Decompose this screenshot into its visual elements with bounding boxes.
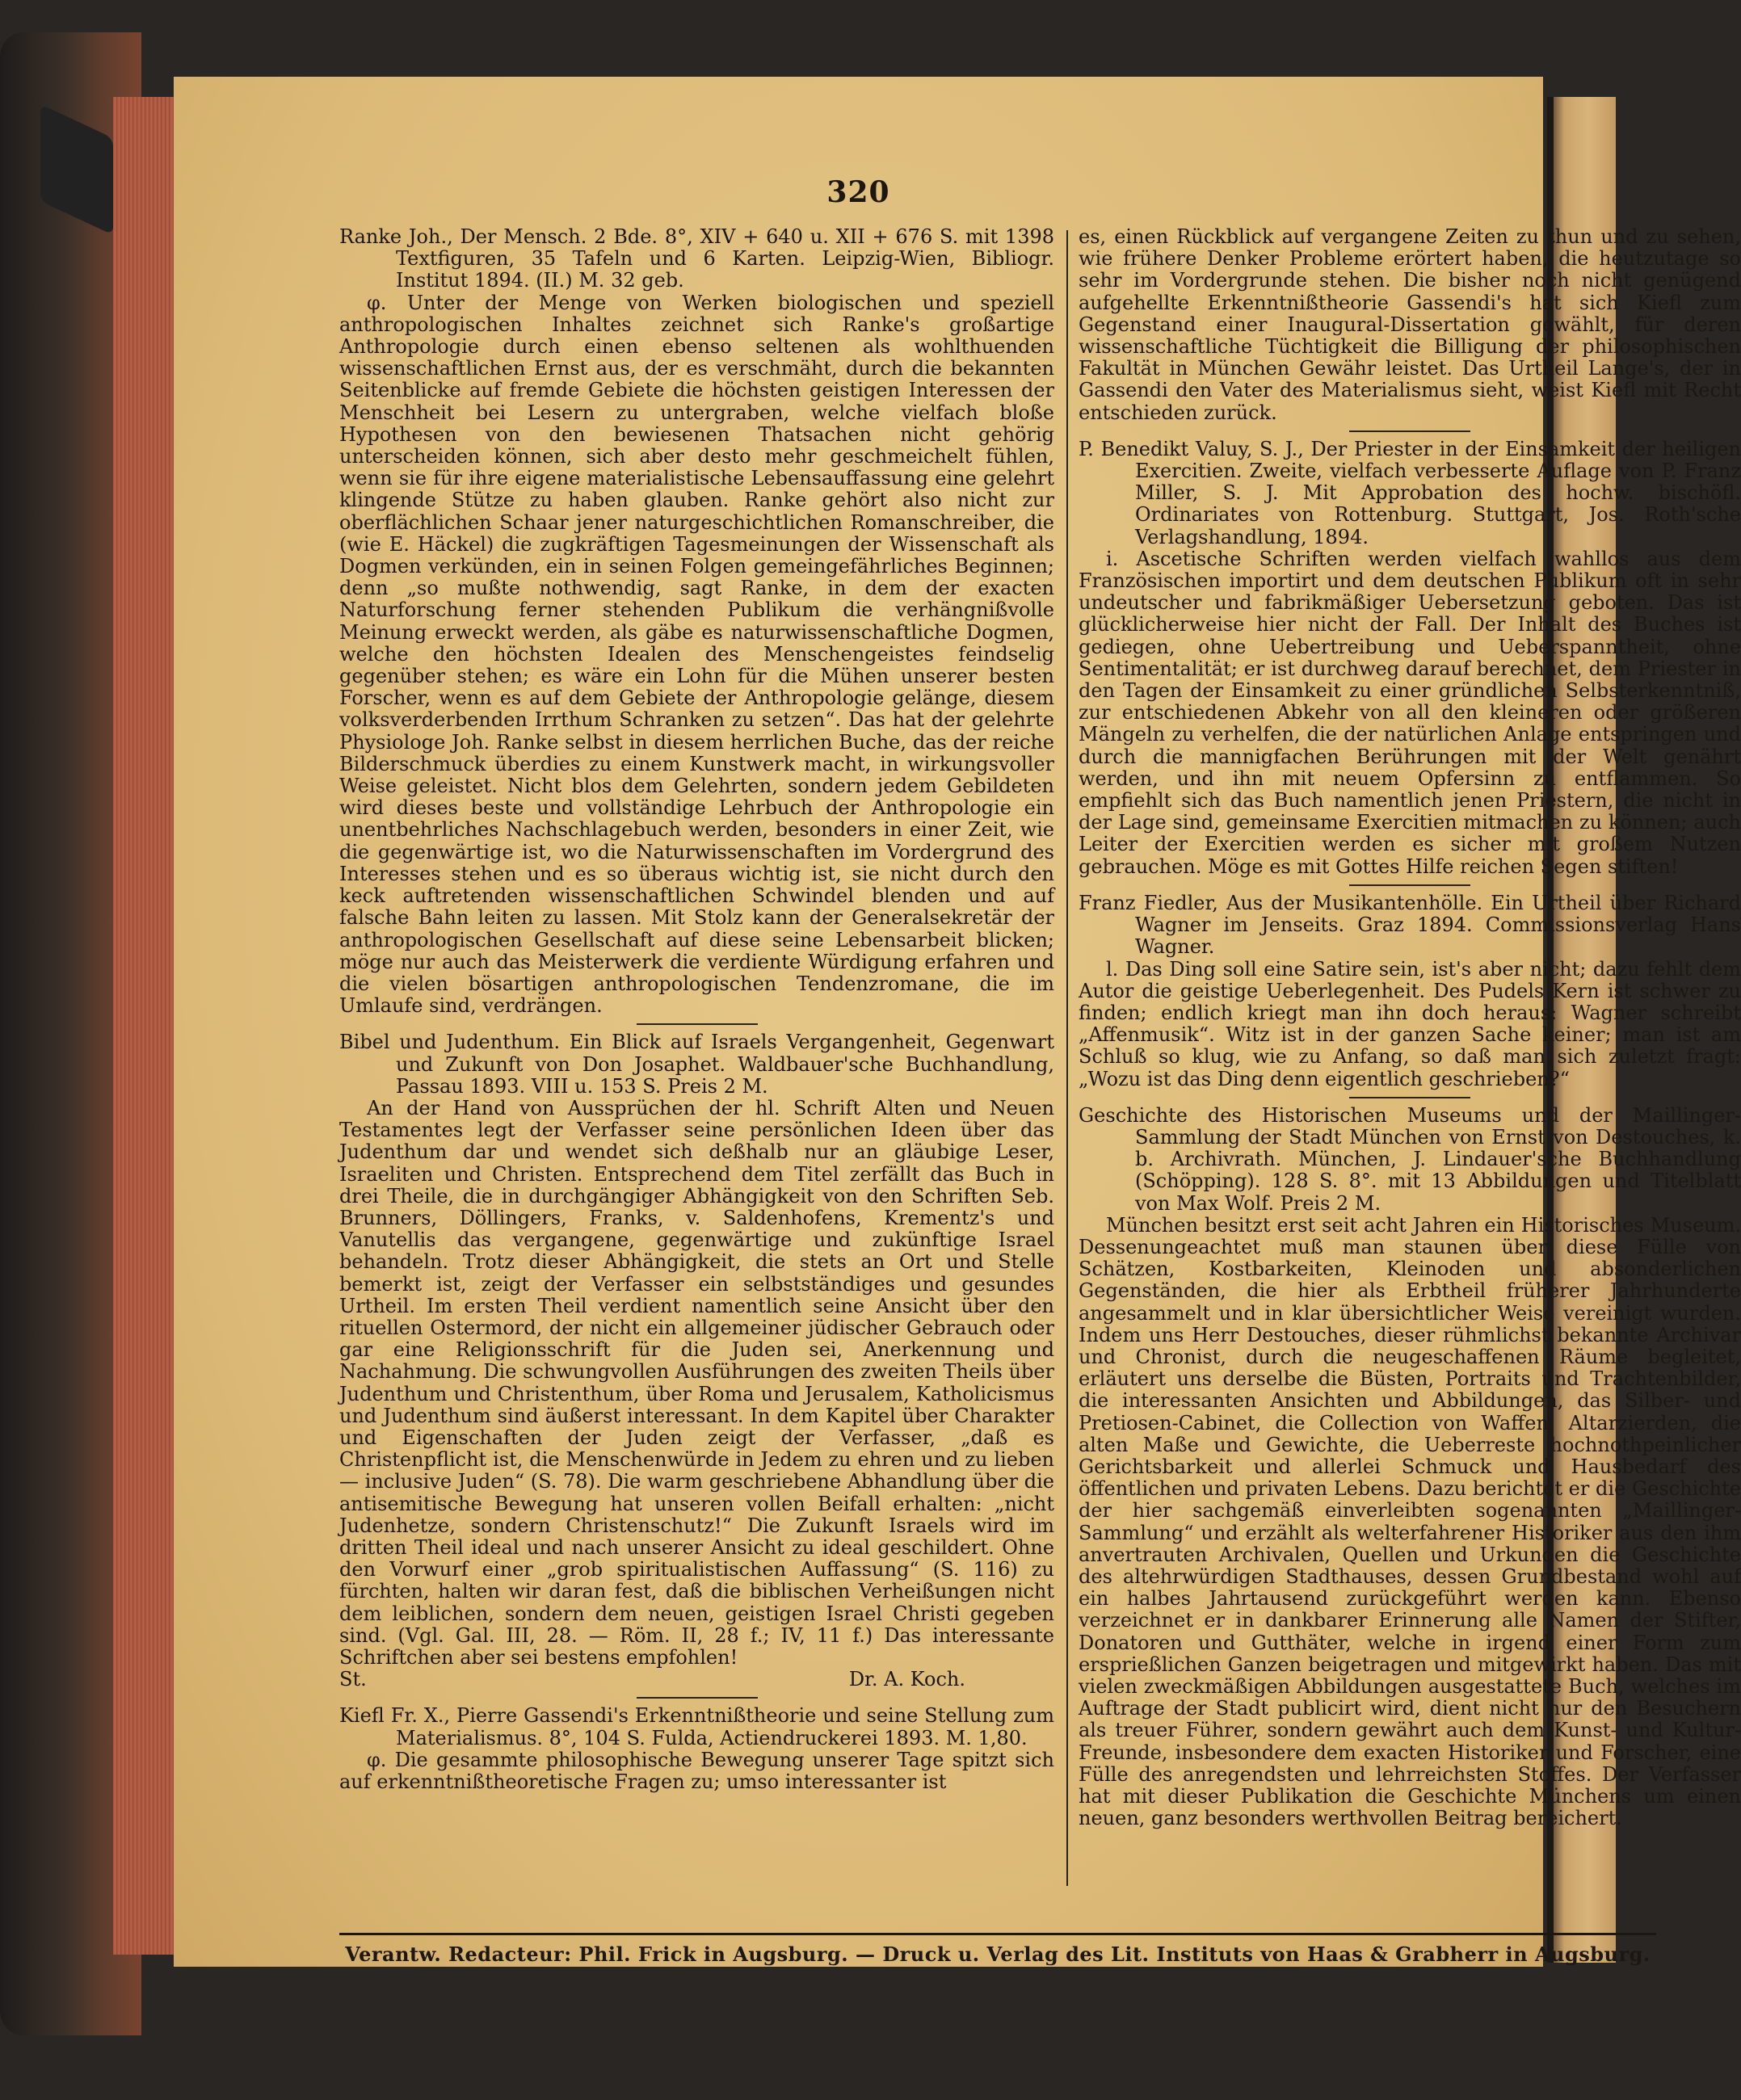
book-page <box>174 77 1741 1967</box>
separator-rule <box>1349 884 1470 886</box>
separator-rule <box>637 1023 758 1025</box>
entry-heading: Ranke Joh., Der Mensch. 2 Bde. 8°, XIV + 640 u. XII + 676 S. mit 1398 Textfiguren, 35 Tafeln und 6 Karten. Leipzig-Wien, Bibliogr. Institut 1894. (II.) M. 32 geb. <box>339 225 1054 292</box>
imprint-footer: Verantw. Redacteur: Phil. Frick in Augsburg. — Druck u. Verlag des Lit. Instituts von Haas & Grabherr in Augsburg. <box>345 1942 1651 1966</box>
column-divider <box>1066 230 1068 1886</box>
separator-rule <box>1349 1097 1470 1098</box>
left-column <box>339 226 1054 1795</box>
entry-heading: Franz Fiedler, Aus der Musikantenhölle. Ein Urtheil über Richard Wagner im Jenseits. Graz 1894. Commissionsverlag Hans Wagner. <box>1079 891 1741 959</box>
review-entry <box>1079 439 1741 878</box>
review-entry <box>1079 1105 1741 1830</box>
entry-heading: P. Benedikt Valuy, S. J., Der Priester in der Einsamkeit der heiligen Exercitien. Zweite, vielfach verbesserte Auflage von P. Franz Miller, S. J. Mit Approbation des hochw. bischöfl. Ordinariates von Rottenburg. Stuttgart, Jos. Roth'sche Verlagshandlung, 1894. <box>1079 437 1741 548</box>
signature-initials: St. <box>339 1668 367 1691</box>
entry-heading: Geschichte des Historischen Museums und der Maillinger-Sammlung der Stadt München von Ernst von Destouches, k. b. Archivrath. München, J. Lindauer'sche Buchhandlung (Schöpping). 128 S. 8°. mit 13 Abbildungen und Titelblatt von Max Wolf. Preis 2 M. <box>1079 1103 1741 1215</box>
review-entry <box>339 1705 1054 1793</box>
page-number: 320 <box>826 175 890 209</box>
review-entry <box>1079 892 1741 1090</box>
page-edges <box>113 97 178 1955</box>
review-entry <box>339 226 1054 1017</box>
signature-author: Dr. A. Koch. <box>848 1668 965 1691</box>
entry-body: es, einen Rückblick auf vergangene Zeiten zu thun und zu sehen, wie frühere Denker Probleme erörtert haben, die heutzutage so sehr im Vordergrunde stehen. Die bisher noch nicht genügend aufgehellte Erkenntnißtheorie Gassendi's hat sich Kiefl zum Gegenstand einer Inaugural-Dissertation gewählt, für deren wissenschaftliche Tüchtigkeit die Billigung der philosophischen Fakultät in München Gewähr leistet. Das Urtheil Lange's, der in Gassendi den Vater des Materialismus sieht, weist Kiefl mit Recht entschieden zurück. <box>1079 225 1741 424</box>
entry-heading: Kiefl Fr. X., Pierre Gassendi's Erkenntnißtheorie und seine Stellung zum Materialismus. 8°, 104 S. Fulda, Actiendruckerei 1893. M. 1,80. <box>339 1704 1054 1749</box>
entry-body: i. Ascetische Schriften werden vielfach wahllos aus dem Französischen importirt und dem deutschen Publikum oft in sehr undeutscher und fabrikmäßiger Uebersetzung geboten. Das ist glücklicherweise hier nicht der Fall. Der Inhalt des Buches ist gediegen, ohne Uebertreibung und Ueberspanntheit, ohne Sentimentalität; er ist durchweg darauf berechnet, dem Priester in den Tagen der Einsamkeit zu einer gründlichen Selbsterkenntniß, zur entschiedenen Abkehr von all den kleineren oder größeren Mängeln zu verhelfen, die der natürlichen Anlage entspringen und durch die mannigfachen Berührungen mit der Welt genährt werden, und ihn mit neuem Opfersinn zu entflammen. So empfiehlt sich das Buch namentlich jenen Priestern, die nicht in der Lage sind, gemeinsame Exercitien mitmachen zu können; auch Leiter der Exercitien werden es sicher mit großem Nutzen gebrauchen. Möge es mit Gottes Hilfe reichen Segen stiften! <box>1079 547 1741 878</box>
entry-body: l. Das Ding soll eine Satire sein, ist's aber nicht; dazu fehlt dem Autor die geistige Ueberlegenheit. Des Pudels Kern ist schwer zu finden; endlich kriegt man ihn doch heraus: Wagner schreibt „Affenmusik“. Witz ist in der ganzen Sache keiner; man ist am Schluß so klug, wie zu Anfang, so daß man sich zuletzt fragt: „Wozu ist das Ding denn eigentlich geschrieben?“ <box>1079 957 1741 1090</box>
entry-body: An der Hand von Aussprüchen der hl. Schrift Alten und Neuen Testamentes legt der Verfasser seine persönlichen Ideen über das Judenthum dar und wendet sich deßhalb nur an gläubige Leser, Israeliten und Christen. Entsprechend dem Titel zerfällt das Buch in drei Theile, die in durchgängiger Abhängigkeit von den Schriften Seb. Brunners, Döllingers, Franks, v. Saldenhofens, Krementz's und Vanutellis das vergangene, gegenwärtige und zukünftige Israel behandeln. Trotz dieser Abhängigkeit, die stets an Ort und Stelle bemerkt ist, zeigt der Verfasser ein selbstständiges und gesundes Urtheil. Im ersten Theil verdient namentlich seine Ansicht über den rituellen Ostermord, der nicht ein allgemeiner jüdischer Gebrauch oder gar eine Religionsschrift für die Juden sei, Anerkennung und Nachahmung. Die schwungvollen Ausführungen des zweiten Theils über Judenthum und Christenthum, über Roma und Jerusalem, Katholicismus und Judenthum sind äußerst interessant. In dem Kapitel über Charakter und Eigenschaften der Juden zeigt der Verfasser, „daß es Christenpflicht ist, die Menschenwürde in Jedem zu ehren und zu lieben — inclusive Juden“ (S. 78). Die warm geschriebene Abhandlung über die antisemitische Bewegung hat unseren vollen Beifall erhalten: „nicht Judenhetze, sondern Christenschutz!“ Die Zukunft Israels wird im dritten Theil ideal und nach unserer Ansicht zu ideal geschildert. Ohne den Vorwurf einer „grob spiritualistischen Auffassung“ (S. 116) zu fürchten, halten wir daran fest, daß die biblischen Verheißungen nicht dem leiblichen, sondern dem neuen, geistigen Israel Christi gegeben sind. (Vgl. Gal. III, 28. — Röm. II, 28 f.; IV, 11 f.) Das interessante Schriftchen aber sei bestens empfohlen! <box>339 1096 1054 1669</box>
entry-signature <box>339 1669 1054 1690</box>
review-entry <box>339 1031 1054 1690</box>
entry-body: φ. Die gesammte philosophische Bewegung unserer Tage spitzt sich auf erkenntnißtheoretische Fragen zu; umso interessanter ist <box>339 1748 1054 1794</box>
entry-body: φ. Unter der Menge von Werken biologischen und speziell anthropologischen Inhaltes zeichnet sich Ranke's großartige Anthropologie durch einen ebenso seltenen als wohlthuenden wissenschaftlichen Ernst aus, der es verschmäht, durch die bekannten Seitenblicke auf fremde Gebiete die höchsten geistigen Interessen der Menschheit bei Lesern zu untergraben, welche vielfach bloße Hypothesen von den bewiesenen Thatsachen nicht gehörig unterscheiden können, sich aber desto mehr geschmeichelt fühlen, wenn sie für ihre eigene materialistische Lebensauffassung eine gelehrt klingende Stütze zu haben glauben. Ranke gehört also nicht zur oberflächlichen Schaar jener naturgeschichtlichen Romanschreiber, die (wie E. Häckel) die zugkräftigen Tagesmeinungen der Wissenschaft als Dogmen verkünden, ein in seinen Folgen gemeingefährliches Beginnen; denn „so mußte nothwendig, sagt Ranke, in dem der exacten Naturforschung ferner stehenden Publikum die verhängnißvolle Meinung erweckt werden, als gäbe es naturwissenschaftliche Dogmen, welche den höchsten Idealen des Menschengeistes feindselig gegenüber stehen; es wäre ein Lohn für die Mühen unserer besten Forscher, wenn es auf dem Gebiete der Anthropologie gelänge, diesem volksverderbenden Irrthum Schranken zu setzen“. Das hat der gelehrte Physiologe Joh. Ranke selbst in diesem herrlichen Buche, das der reiche Bilderschmuck überdies zu einem Kunstwerk macht, in wirkungsvoller Weise geleistet. Nicht blos dem Gelehrten, sondern jedem Gebildeten wird dieses beste und vollständige Lehrbuch der Anthropologie ein unentbehrliches Nachschlagebuch werden, besonders in einer Zeit, wie die gegenwärtige ist, wo die Naturwissenschaften im Vordergrund des Interesses stehen und es so überaus wichtig ist, sie nicht durch den keck auftretenden wissenschaftlichen Schwindel blenden und auf falsche Bahn leiten zu lassen. Mit Stolz kann der Generalsekretär der anthropologischen Gesellschaft auf diese seine Lebensarbeit blicken; möge nur auch das Meisterwerk die verdiente Würdigung erfahren und die vielen bösartigen anthropologischen Tendenzromane, die im Umlaufe sind, verdrängen. <box>339 291 1054 1018</box>
entry-body: München besitzt erst seit acht Jahren ein Historisches Museum. Dessenungeachtet muß man staunen über diese Fülle von Schätzen, Kostbarkeiten, Kleinoden und absonderlichen Gegenständen, die hier als Erbtheil früherer Jahrhunderte angesammelt und in klar übersichtlicher Weise vereinigt wurden. Indem uns Herr Destouches, dieser rühmlichst bekannte Archivar und Chronist, durch die neugeschaffenen Räume begleitet, erläutert uns derselbe die Büsten, Portraits und Trachtenbilder, die interessanten Ansichten und Abbildungen, das Silber- und Pretiosen-Cabinet, die Collection von Waffen, Altarzierden, die alten Maße und Gewichte, die Ueberreste hochnothpeinlicher Gerichtsbarkeit und allerlei Schmuck und Hausbedarf des öffentlichen und privaten Lebens. Dazu berichtet er die Geschichte der hier sachgemäß einverleibten sogenannten „Maillinger-Sammlung“ und erzählt als welterfahrener Historiker aus den ihm anvertrauten Archivalen, Quellen und Urkunden die Geschichte des altehrwürdigen Stadthauses, dessen Grundbestand wohl auf ein halbes Jahrtausend zurückgeführt werden kann. Ebenso verzeichnet er in dankbarer Erinnerung alle Namen der Stifter, Donatoren und Gutthäter, welche in irgend einer Form zum ersprießlichen Ganzen beigetragen und mitgewirkt haben. Das mit vielen zweckmäßigen Abbildungen ausgestattete Buch, welches im Auftrage der Stadt publicirt wird, dient nicht nur den Besuchern als treuer Führer, sondern gewährt auch dem Kunst- und Kultur-Freunde, insbesondere dem exacten Historiker und Forscher, eine Fülle des anregendsten und lehrreichsten Stoffes. Der Verfasser hat mit dieser Publikation die Geschichte Münchens um einen neuen, ganz besonders werthvollen Beitrag bereichert. <box>1079 1213 1741 1830</box>
separator-rule <box>1349 430 1470 432</box>
separator-rule <box>637 1697 758 1699</box>
entry-heading: Bibel und Judenthum. Ein Blick auf Israels Vergangenheit, Gegenwart und Zukunft von Don Josaphet. Waldbauer'sche Buchhandlung, Passau 1893. VIII u. 153 S. Preis 2 M. <box>339 1031 1054 1098</box>
right-column <box>1079 226 1741 1831</box>
review-entry <box>1079 226 1741 424</box>
footer-rule <box>339 1933 1656 1935</box>
